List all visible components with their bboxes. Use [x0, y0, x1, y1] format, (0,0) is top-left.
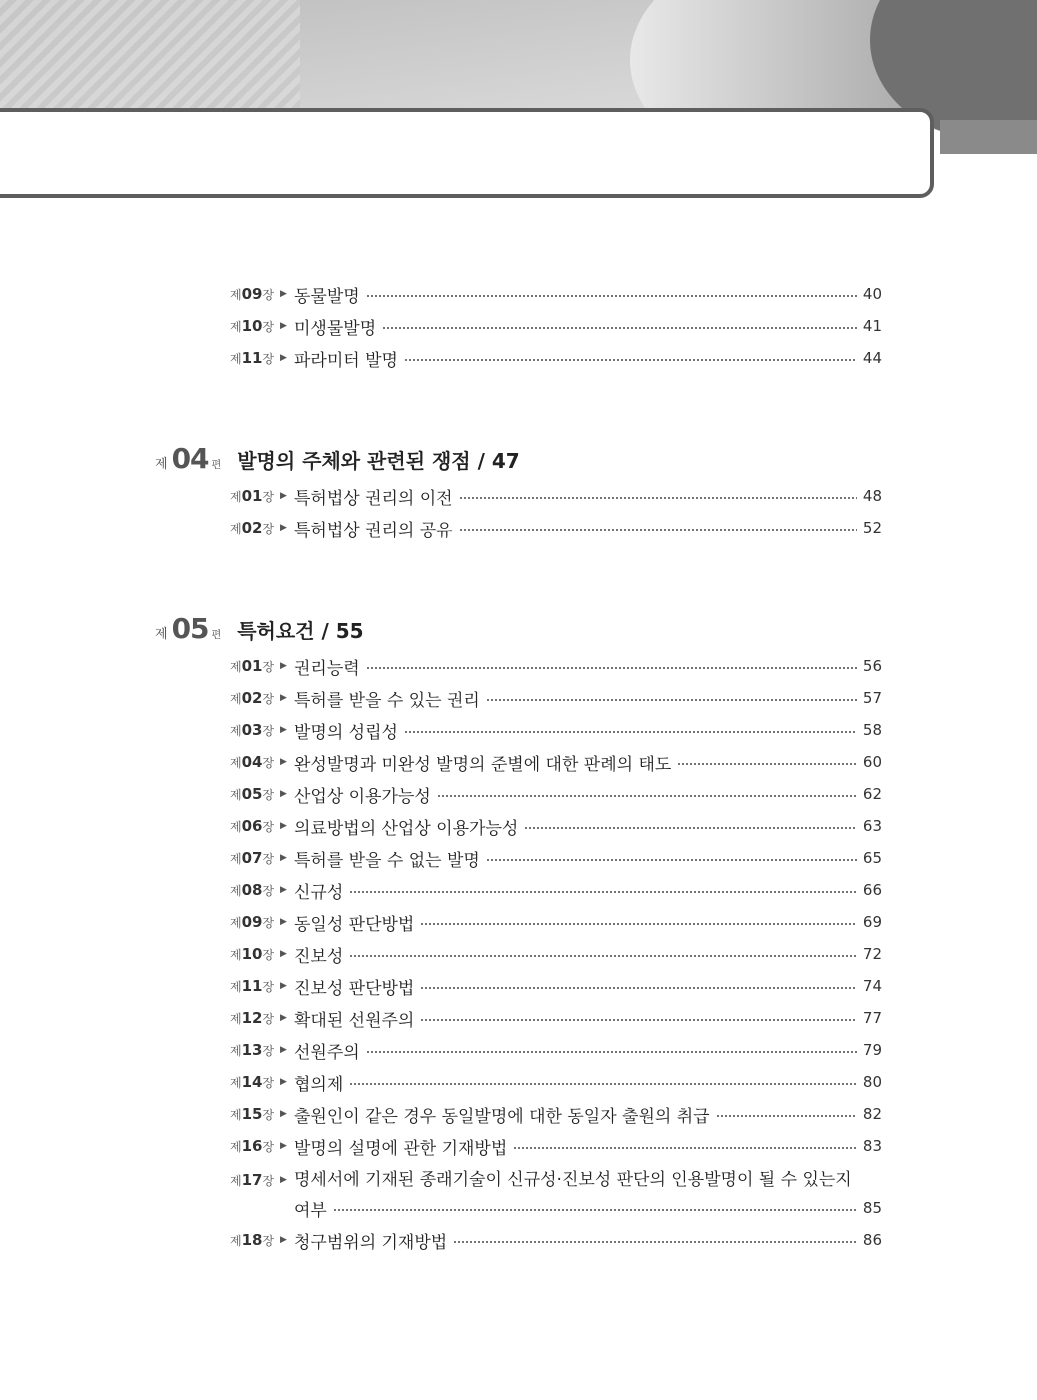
chapter-title-line2: 여부: [294, 1200, 327, 1221]
chapter-number: 제16장: [230, 1137, 275, 1155]
part-heading[interactable]: [155, 612, 364, 648]
dot-leader: [366, 295, 857, 297]
dot-leader: [366, 667, 857, 669]
arrow-icon: ▶: [280, 821, 287, 831]
arrow-icon: ▶: [280, 981, 287, 991]
toc-entry[interactable]: [230, 749, 882, 775]
chapter-number: 제14장: [230, 1073, 275, 1091]
page-number: 57: [862, 689, 882, 707]
chapter-number: 제10장: [230, 317, 275, 335]
part-title: 특허요건 / 55: [237, 619, 364, 643]
chapter-number: 제01장: [230, 657, 275, 675]
arrow-icon: ▶: [280, 661, 287, 671]
toc-entry[interactable]: [230, 941, 882, 967]
arrow-icon: ▶: [280, 1141, 287, 1151]
page-number: 65: [862, 849, 882, 867]
chapter-number: 제11장: [230, 349, 275, 367]
page-number: 82: [862, 1105, 882, 1123]
toc-entry[interactable]: [230, 1133, 882, 1159]
dot-leader: [513, 1147, 857, 1149]
arrow-icon: ▶: [280, 789, 287, 799]
chapter-number: 제11장: [230, 977, 275, 995]
toc-entry[interactable]: [230, 973, 882, 999]
dot-leader: [366, 1051, 857, 1053]
dot-leader: [459, 529, 857, 531]
toc-entry[interactable]: [230, 813, 882, 839]
part-prefix: 제: [155, 457, 168, 472]
page-number: 74: [862, 977, 882, 995]
header-decoration: [0, 0, 1037, 200]
dot-leader: [716, 1115, 857, 1117]
chapter-number: 제10장: [230, 945, 275, 963]
chapter-title: 파라미터 발명: [294, 350, 398, 371]
dot-leader: [486, 699, 857, 701]
toc-entry[interactable]: [230, 1069, 882, 1095]
chapter-number: 제06장: [230, 817, 275, 835]
page-number: 77: [862, 1009, 882, 1027]
part-heading[interactable]: [155, 442, 520, 478]
dot-leader: [349, 955, 857, 957]
toc-entry[interactable]: [230, 1167, 882, 1223]
toc-entry[interactable]: [230, 909, 882, 935]
page-number: 72: [862, 945, 882, 963]
arrow-icon: ▶: [280, 885, 287, 895]
chapter-number: 제02장: [230, 689, 275, 707]
dot-leader: [420, 1019, 857, 1021]
chapter-number: 제05장: [230, 785, 275, 803]
chapter-number: 제17장: [230, 1171, 275, 1189]
dot-leader: [349, 1083, 857, 1085]
dot-leader: [420, 923, 857, 925]
toc-entry[interactable]: [230, 653, 882, 679]
arrow-icon: ▶: [280, 1013, 287, 1023]
chapter-number: 제18장: [230, 1231, 275, 1249]
header-banner: [0, 108, 934, 198]
chapter-title: 신규성: [294, 882, 344, 903]
chapter-title: 출원인이 같은 경우 동일발명에 대한 동일자 출원의 취급: [294, 1106, 710, 1127]
chapter-title: 권리능력: [294, 658, 360, 679]
chapter-number: 제12장: [230, 1009, 275, 1027]
chapter-title: 확대된 선원주의: [294, 1010, 415, 1031]
chapter-title: 동일성 판단방법: [294, 914, 415, 935]
page-number: 41: [862, 317, 882, 335]
arrow-icon: ▶: [280, 693, 287, 703]
page-number: 48: [862, 487, 882, 505]
dot-leader: [486, 859, 857, 861]
chapter-title: 특허를 받을 수 없는 발명: [294, 850, 480, 871]
arrow-icon: ▶: [280, 1109, 287, 1119]
page-number: 69: [862, 913, 882, 931]
dot-leader: [349, 891, 857, 893]
page-number: 86: [862, 1231, 882, 1249]
toc-entry[interactable]: [230, 1101, 882, 1127]
dot-leader: [404, 359, 857, 361]
chapter-title: 명세서에 기재된 종래기술이 신규성·진보성 판단의 인용발명이 될 수 있는지: [294, 1170, 852, 1190]
arrow-icon: ▶: [280, 757, 287, 767]
dot-leader: [453, 1241, 857, 1243]
chapter-title-block: [294, 1167, 882, 1223]
arrow-icon: ▶: [280, 1045, 287, 1055]
page-number: 80: [862, 1073, 882, 1091]
chapter-title: 진보성: [294, 946, 344, 967]
chapter-title: 완성발명과 미완성 발명의 준별에 대한 판례의 태도: [294, 754, 672, 775]
toc-entry[interactable]: [230, 281, 882, 307]
dot-leader: [459, 497, 857, 499]
dot-leader: [420, 987, 857, 989]
toc-entry[interactable]: [230, 1005, 882, 1031]
chapter-title: 산업상 이용가능성: [294, 786, 431, 807]
dot-leader: [382, 327, 857, 329]
chapter-title: 협의제: [294, 1074, 344, 1095]
page-number: 66: [862, 881, 882, 899]
chapter-title: 선원주의: [294, 1042, 360, 1063]
arrow-icon: ▶: [280, 725, 287, 735]
chapter-title: 특허를 받을 수 있는 권리: [294, 690, 480, 711]
page-number: 79: [862, 1041, 882, 1059]
toc-entry[interactable]: [230, 313, 882, 339]
toc-entry[interactable]: [230, 515, 882, 541]
chapter-number: 제01장: [230, 487, 275, 505]
page-number: 63: [862, 817, 882, 835]
part-number: 05: [171, 612, 209, 645]
chapter-title: 청구범위의 기재방법: [294, 1232, 448, 1253]
toc-entry[interactable]: [230, 685, 882, 711]
arrow-icon: ▶: [280, 321, 287, 331]
toc-entry[interactable]: [230, 1037, 882, 1063]
arrow-icon: ▶: [280, 353, 287, 363]
toc-entry[interactable]: [230, 345, 882, 371]
toc-entry[interactable]: [230, 877, 882, 903]
arrow-icon: ▶: [280, 917, 287, 927]
page-number: 56: [862, 657, 882, 675]
arrow-icon: ▶: [280, 1175, 287, 1185]
page-number: 62: [862, 785, 882, 803]
toc-entry[interactable]: [230, 845, 882, 871]
page-number: 58: [862, 721, 882, 739]
page-number: 40: [862, 285, 882, 303]
chapter-title: 특허법상 권리의 이전: [294, 488, 453, 509]
toc-entry[interactable]: [230, 483, 882, 509]
chapter-title: 특허법상 권리의 공유: [294, 520, 453, 541]
chapter-number: 제13장: [230, 1041, 275, 1059]
chapter-title: 동물발명: [294, 286, 360, 307]
toc-entry[interactable]: [230, 717, 882, 743]
chapter-number: 제09장: [230, 913, 275, 931]
part-suffix: 편: [211, 460, 222, 471]
arrow-icon: ▶: [280, 853, 287, 863]
chapter-number: 제15장: [230, 1105, 275, 1123]
arrow-icon: ▶: [280, 523, 287, 533]
part-suffix: 편: [211, 630, 222, 641]
chapter-number: 제09장: [230, 285, 275, 303]
part-number: 04: [171, 442, 209, 475]
chapter-number: 제04장: [230, 753, 275, 771]
part-prefix: 제: [155, 627, 168, 642]
arrow-icon: ▶: [280, 949, 287, 959]
chapter-number: 제02장: [230, 519, 275, 537]
chapter-title: 진보성 판단방법: [294, 978, 415, 999]
chapter-number: 제03장: [230, 721, 275, 739]
chapter-title: 미생물발명: [294, 318, 377, 339]
toc-entry[interactable]: [230, 781, 882, 807]
part-title: 발명의 주체와 관련된 쟁점 / 47: [237, 449, 520, 473]
dot-leader: [333, 1209, 857, 1211]
page-number: 85: [862, 1199, 882, 1217]
chapter-number: 제08장: [230, 881, 275, 899]
dot-leader: [677, 763, 857, 765]
chapter-title: 의료방법의 산업상 이용가능성: [294, 818, 519, 839]
page-number: 44: [862, 349, 882, 367]
dot-leader: [524, 827, 857, 829]
chapter-title: 발명의 설명에 관한 기재방법: [294, 1138, 508, 1159]
arrow-icon: ▶: [280, 491, 287, 501]
chapter-number: 제07장: [230, 849, 275, 867]
chapter-title: 발명의 성립성: [294, 722, 398, 743]
page-number: 83: [862, 1137, 882, 1155]
dot-leader: [437, 795, 857, 797]
chapter-title-continuation: [294, 1193, 882, 1223]
page-number: 52: [862, 519, 882, 537]
arrow-icon: ▶: [280, 1077, 287, 1087]
arrow-icon: ▶: [280, 1235, 287, 1245]
toc-entry[interactable]: [230, 1227, 882, 1253]
arrow-icon: ▶: [280, 289, 287, 299]
page-number: 60: [862, 753, 882, 771]
dot-leader: [404, 731, 857, 733]
